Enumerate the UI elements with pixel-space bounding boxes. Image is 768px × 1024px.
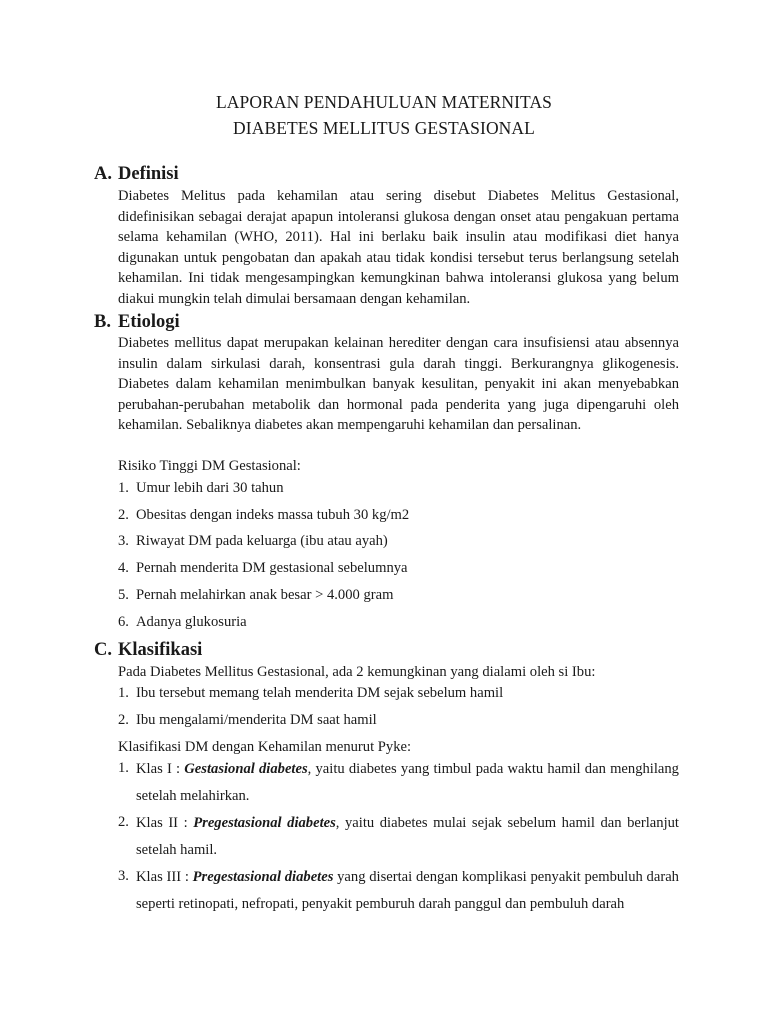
section-b-heading (94, 312, 180, 333)
risk-item-text: Pernah melahirkan anak besar > 4.000 gram (136, 587, 394, 603)
pyke-item-number: 1. (118, 760, 129, 776)
pyke-item-prefix: Klas II : (136, 815, 194, 831)
risk-item-number: 5. (118, 587, 129, 603)
document-title-line-2: DIABETES MELLITUS GESTASIONAL (233, 118, 535, 138)
risk-item-number: 3. (118, 533, 129, 549)
document-title-line-1: LAPORAN PENDAHULUAN MATERNITAS (215, 92, 553, 112)
possibility-item (118, 712, 377, 729)
pyke-item-term: Pregestasional diabetes (193, 815, 336, 831)
risk-item-text: Umur lebih dari 30 tahun (136, 480, 284, 496)
risk-item-number: 6. (118, 614, 129, 630)
section-a-title: Definisi (118, 164, 179, 184)
pyke-item-text: , yaitu diabetes mulai sejak sebelum hamil dan berlanjut setelah hamil. (136, 815, 679, 858)
risk-item (118, 614, 247, 631)
section-a-heading (94, 164, 179, 185)
section-a-letter: A. (94, 164, 112, 184)
pyke-item-text: , yaitu diabetes yang timbul pada waktu hamil dan menghilang setelah melahirkan. (136, 761, 679, 804)
risk-item-number: 2. (118, 507, 129, 523)
section-c-heading (94, 640, 202, 661)
pyke-item-term: Gestasional diabetes (184, 761, 308, 777)
pyke-item-number: 2. (118, 814, 129, 830)
possibility-item-text: Ibu tersebut memang telah menderita DM sejak sebelum hamil (136, 685, 504, 701)
pyke-item-prefix: Klas III : (136, 869, 193, 885)
risk-item (118, 560, 408, 577)
risk-item (118, 587, 393, 604)
pyke-item-body (136, 810, 679, 864)
klasifikasi-intro: Pada Diabetes Mellitus Gestasional, ada 2 kemungkinan yang dialami oleh si Ibu: (118, 664, 596, 680)
risk-item (118, 507, 409, 524)
risk-item-text: Adanya glukosuria (136, 614, 247, 630)
risk-item-text: Riwayat DM pada keluarga (ibu atau ayah) (136, 533, 388, 549)
section-a-paragraph: Diabetes Melitus pada kehamilan atau sering disebut Diabetes Melitus Gestasional, didefinisikan sebagai derajat apapun intoleransi glukosa dengan onset atau pengakuan pertama selama kehamilan (WHO, 2011). Hal ini berlaku baik insulin atau modifikasi diet hanya digunakan untuk pengobatan dan apakah atau tidak kondisi tersebut terus berlangsung setelah kehamilan. Ini tidak mengesampingkan kemungkinan bahwa intoleransi glukosa yang belum diakui mungkin telah dimulai bersamaan dengan kehamilan. (118, 188, 679, 307)
section-b-paragraph: Diabetes mellitus dapat merupakan kelainan herediter dengan cara insufisiensi atau absennya insulin dalam sirkulasi darah, konsentrasi gula darah tinggi. Berkurangnya glikogenesis. Diabetes dalam kehamilan menimbulkan banyak kesulitan, penyakit ini akan menyebabkan perubahan-perubahan metabolik dan hormonal pada penderita yang juga dipengaruhi oleh kehamilan. Sebaliknya diabetes akan mempengaruhi kehamilan dan persalinan. (118, 335, 679, 433)
risk-item-number: 1. (118, 480, 129, 496)
section-b-letter: B. (94, 312, 111, 332)
section-b-title: Etiologi (118, 312, 180, 332)
pyke-item-prefix: Klas I : (136, 761, 185, 777)
risk-item-text: Obesitas dengan indeks massa tubuh 30 kg/m2 (136, 507, 410, 523)
risk-item (118, 480, 284, 497)
pyke-item-text: yang disertai dengan komplikasi penyakit pembuluh darah seperti retinopati, nefropati, penyakit pemburuh darah panggul dan pembuluh darah (136, 869, 679, 912)
risk-item-text: Pernah menderita DM gestasional sebelumnya (136, 560, 408, 576)
pyke-item-body (136, 756, 679, 810)
section-c-title: Klasifikasi (118, 640, 203, 660)
pyke-item-body (136, 864, 679, 918)
pyke-item-number: 3. (118, 868, 129, 884)
possibility-item-number: 2. (118, 712, 129, 728)
section-c-letter: C. (94, 640, 112, 660)
risk-title: Risiko Tinggi DM Gestasional: (118, 458, 301, 474)
pyke-item-term: Pregestasional diabetes (192, 869, 334, 885)
possibility-item (118, 685, 503, 702)
risk-item (118, 533, 388, 550)
possibility-item-number: 1. (118, 685, 129, 701)
risk-item-number: 4. (118, 560, 129, 576)
possibility-item-text: Ibu mengalami/menderita DM saat hamil (136, 712, 377, 728)
pyke-title: Klasifikasi DM dengan Kehamilan menurut Pyke: (118, 739, 412, 755)
